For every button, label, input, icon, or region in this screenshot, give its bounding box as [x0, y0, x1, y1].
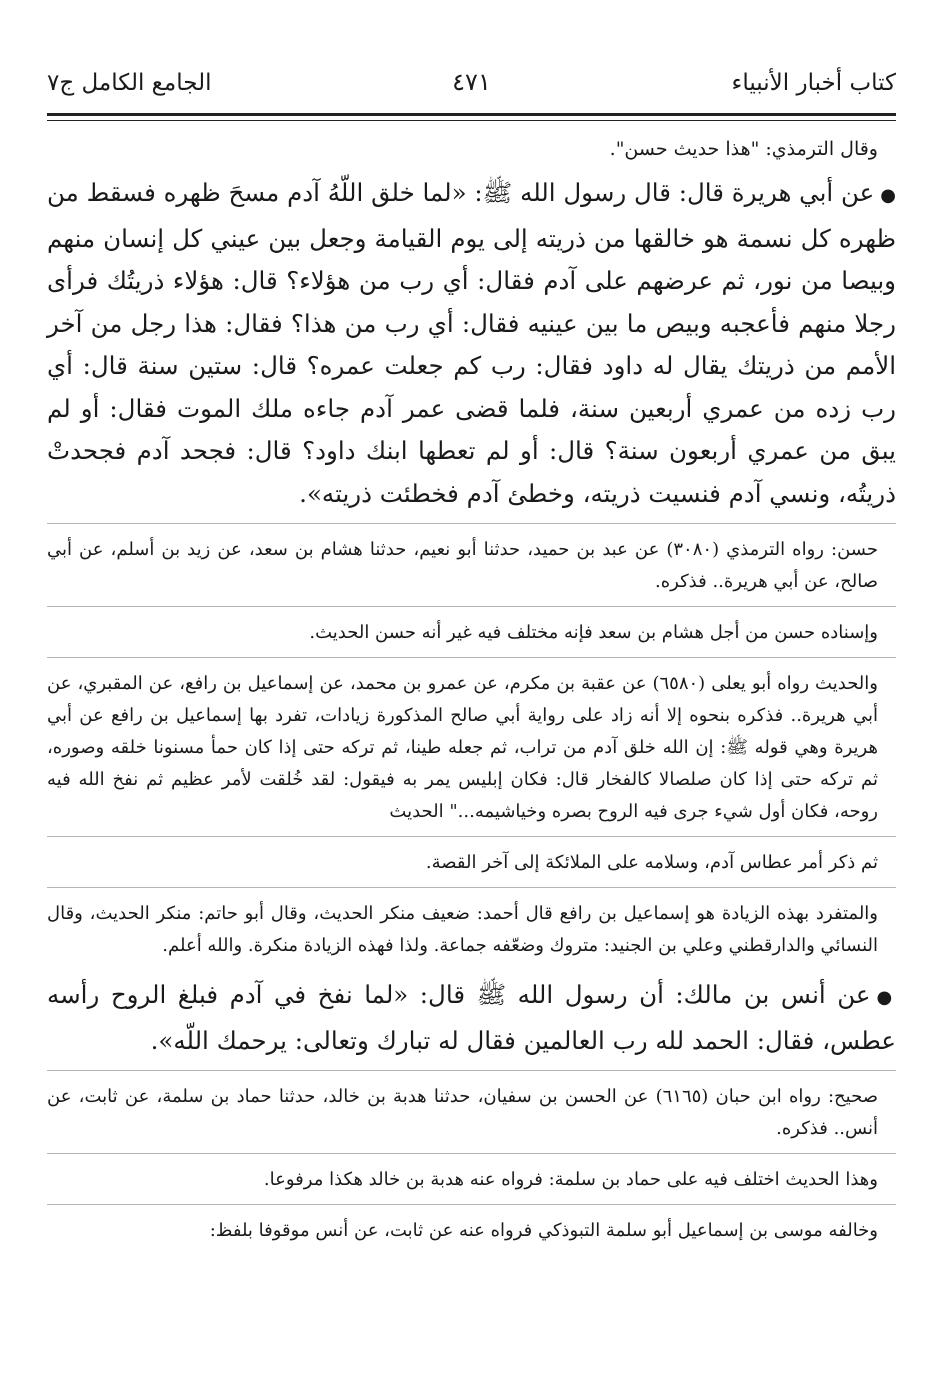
note-divider — [47, 1070, 896, 1071]
hadith-abu-hurayra — [47, 172, 896, 515]
page-content — [47, 132, 896, 1247]
hadith2-ikhtilaf: وهذا الحديث اختلف فيه على حماد بن سلمة: فرواه عنه هدبة بن خالد هكذا مرفوعا. — [263, 1169, 878, 1190]
hadith1-grading: حسن: رواه الترمذي (٣٠٨٠) عن عبد بن حميد، حدثنا أبو نعيم، حدثنا هشام بن سعد، عن زيد بن أسلم، عن أبي صالح، عن أبي هريرة.. فذكره. — [47, 539, 878, 592]
bullet-icon: ● — [880, 185, 896, 206]
note-divider — [47, 1204, 896, 1205]
note-divider — [47, 836, 896, 837]
note-divider — [47, 1153, 896, 1154]
hadith1-isnad-note: وإسناده حسن من أجل هشام بن سعد فإنه مختلف فيه غير أنه حسن الحديث. — [309, 622, 878, 643]
note-divider — [47, 657, 896, 658]
hadith1-abu-yala: والحديث رواه أبو يعلى (٦٥٨٠) عن عقبة بن مكرم، عن عمرو بن محمد، عن إسماعيل بن رافع، عن المقبري، عن أبي هريرة.. فذكره بنحوه إلا أنه زاد على رواية أبي صالح المذكورة زيادات، تفرد بها إسماعيل بن رافع عن أبي هريرة وهي قوله ﷺ: إن الله خلق آدم من تراب، ثم جعله طينا، ثم تركه حتى إذا كان حمأ مسنونا خلقه وصوره، ثم تركه حتى إذا كان صلصالا كالفخار قال: فكان إبليس يمر به فيقول: لقد خُلقت لأمر عظيم ثم نفخ الله فيه روحه، فكان أول شيء جرى فيه الروح بصره وخياشيمه..." الحديث — [47, 673, 878, 822]
header-rule — [47, 113, 896, 121]
hadith-abu-hurayra-text: عن أبي هريرة قال: قال رسول الله ﷺ: «لما خلق اللّهُ آدم مسحَ ظهره فسقط من ظهره كل نسمة هو خالقها من ذريته إلى يوم القيامة وجعل بين عيني كل إنسان منهم وبيصا من نور، ثم عرضهم على آدم فقال: أي رب من هؤلاء؟ قال: هؤلاء ذريتُك فرأى رجلا منهم فأعجبه وبيص ما بين عينيه فقال: أي رب من هذا؟ فقال: هذا رجل من آخر الأمم من ذريتك يقال له داود فقال: رب كم جعلت عمره؟ قال: ستين سنة قال: أي رب زده من عمري أربعين سنة، فلما قضى عمر آدم جاءه ملك الموت فقال: أو لم يبق من عمري أربعون سنة؟ قال: أو لم تعطها ابنك داود؟ قال: فجحد آدم فجحدتْ ذريتُه، ونسي آدم فنسيت ذريته، وخطئ آدم فخطئت ذريته». — [47, 178, 896, 508]
running-header — [47, 60, 896, 110]
tirmidhi-note: وقال الترمذي: "هذا حديث حسن". — [609, 138, 878, 160]
series-title: الجامع الكامل ج٧ — [47, 70, 212, 96]
page-number: ٤٧١ — [452, 68, 491, 96]
book-title: كتاب أخبار الأنبياء — [731, 70, 896, 96]
note-divider — [47, 887, 896, 888]
hadith1-weak-note: والمتفرد بهذه الزيادة هو إسماعيل بن رافع قال أحمد: ضعيف منكر الحديث، وقال أبو حاتم: منكر الحديث، وقال النسائي والدارقطني وعلي بن الجنيد: متروك وضعّفه جماعة. ولذا فهذه الزيادة منكرة. والله أعلم. — [47, 903, 878, 956]
note-divider — [47, 606, 896, 607]
hadith-anas-text: عن أنس بن مالك: أن رسول الله ﷺ قال: «لما نفخ في آدم فبلغ الروح رأسه عطس، فقال: الحمد لله رب العالمين فقال له تبارك وتعالى: يرحمك اللّه». — [47, 980, 896, 1055]
note-divider — [47, 523, 896, 524]
hadith2-grading: صحيح: رواه ابن حبان (٦١٦٥) عن الحسن بن سفيان، حدثنا هدبة بن خالد، حدثنا حماد بن سلمة، عن ثابت، عن أنس.. فذكره. — [47, 1086, 878, 1139]
bullet-icon: ● — [876, 987, 896, 1008]
hadith1-sneeze-note: ثم ذكر أمر عطاس آدم، وسلامه على الملائكة إلى آخر القصة. — [425, 852, 878, 873]
hadith-anas — [47, 974, 896, 1062]
hadith2-musa: وخالفه موسى بن إسماعيل أبو سلمة التبوذكي فرواه عنه عن ثابت، عن أنس موقوفا بلفظ: — [209, 1220, 878, 1241]
